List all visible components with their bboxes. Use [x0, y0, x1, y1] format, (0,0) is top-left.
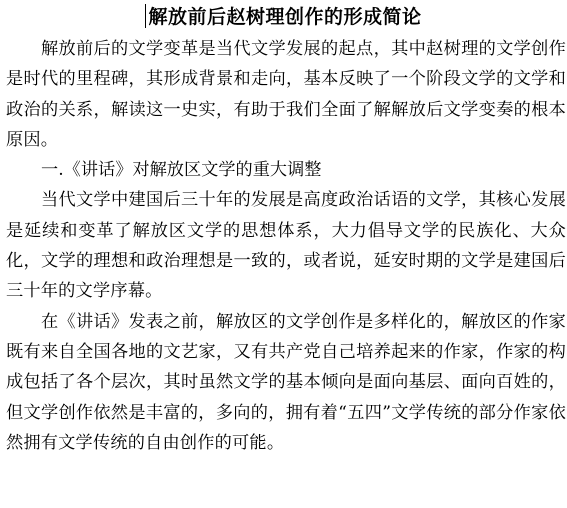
text-cursor [145, 4, 146, 28]
document-title: 解放前后赵树理创作的形成简论 [148, 6, 422, 28]
title-block [0, 2, 567, 32]
document-body [6, 34, 566, 458]
section-paragraph-1: 当代文学中建国后三十年的发展是高度政治话语的文学，其核心发展是延续和变革了解放区文学的思想体系，大力倡导文学的民族化、大众化，文学的理想和政治理想是一致的，或者说，延安时期的文学是建国后三十年的文学序幕。 [6, 190, 566, 302]
section-heading: 一.《讲话》对解放区文学的重大调整 [41, 160, 322, 181]
intro-paragraph: 解放前后的文学变革是当代文学发展的起点，其中赵树理的文学创作是时代的里程碑，其形成背景和走向，基本反映了一个阶段文学的文学和政治的关系，解读这一史实，有助于我们全面了解解放后文学变奏的根本原因。 [6, 39, 566, 150]
section-paragraph-2: 在《讲话》发表之前，解放区的文学创作是多样化的，解放区的作家既有来自全国各地的文艺家，又有共产党自己培养起来的作家，作家的构成包括了各个层次，其时虽然文学的基本倾向是面向基层、面向百姓的，但文学创作依然是丰富的，多向的，拥有着“五四”文学传统的部分作家依然拥有文学传统的自由创作的可能。 [6, 311, 566, 453]
